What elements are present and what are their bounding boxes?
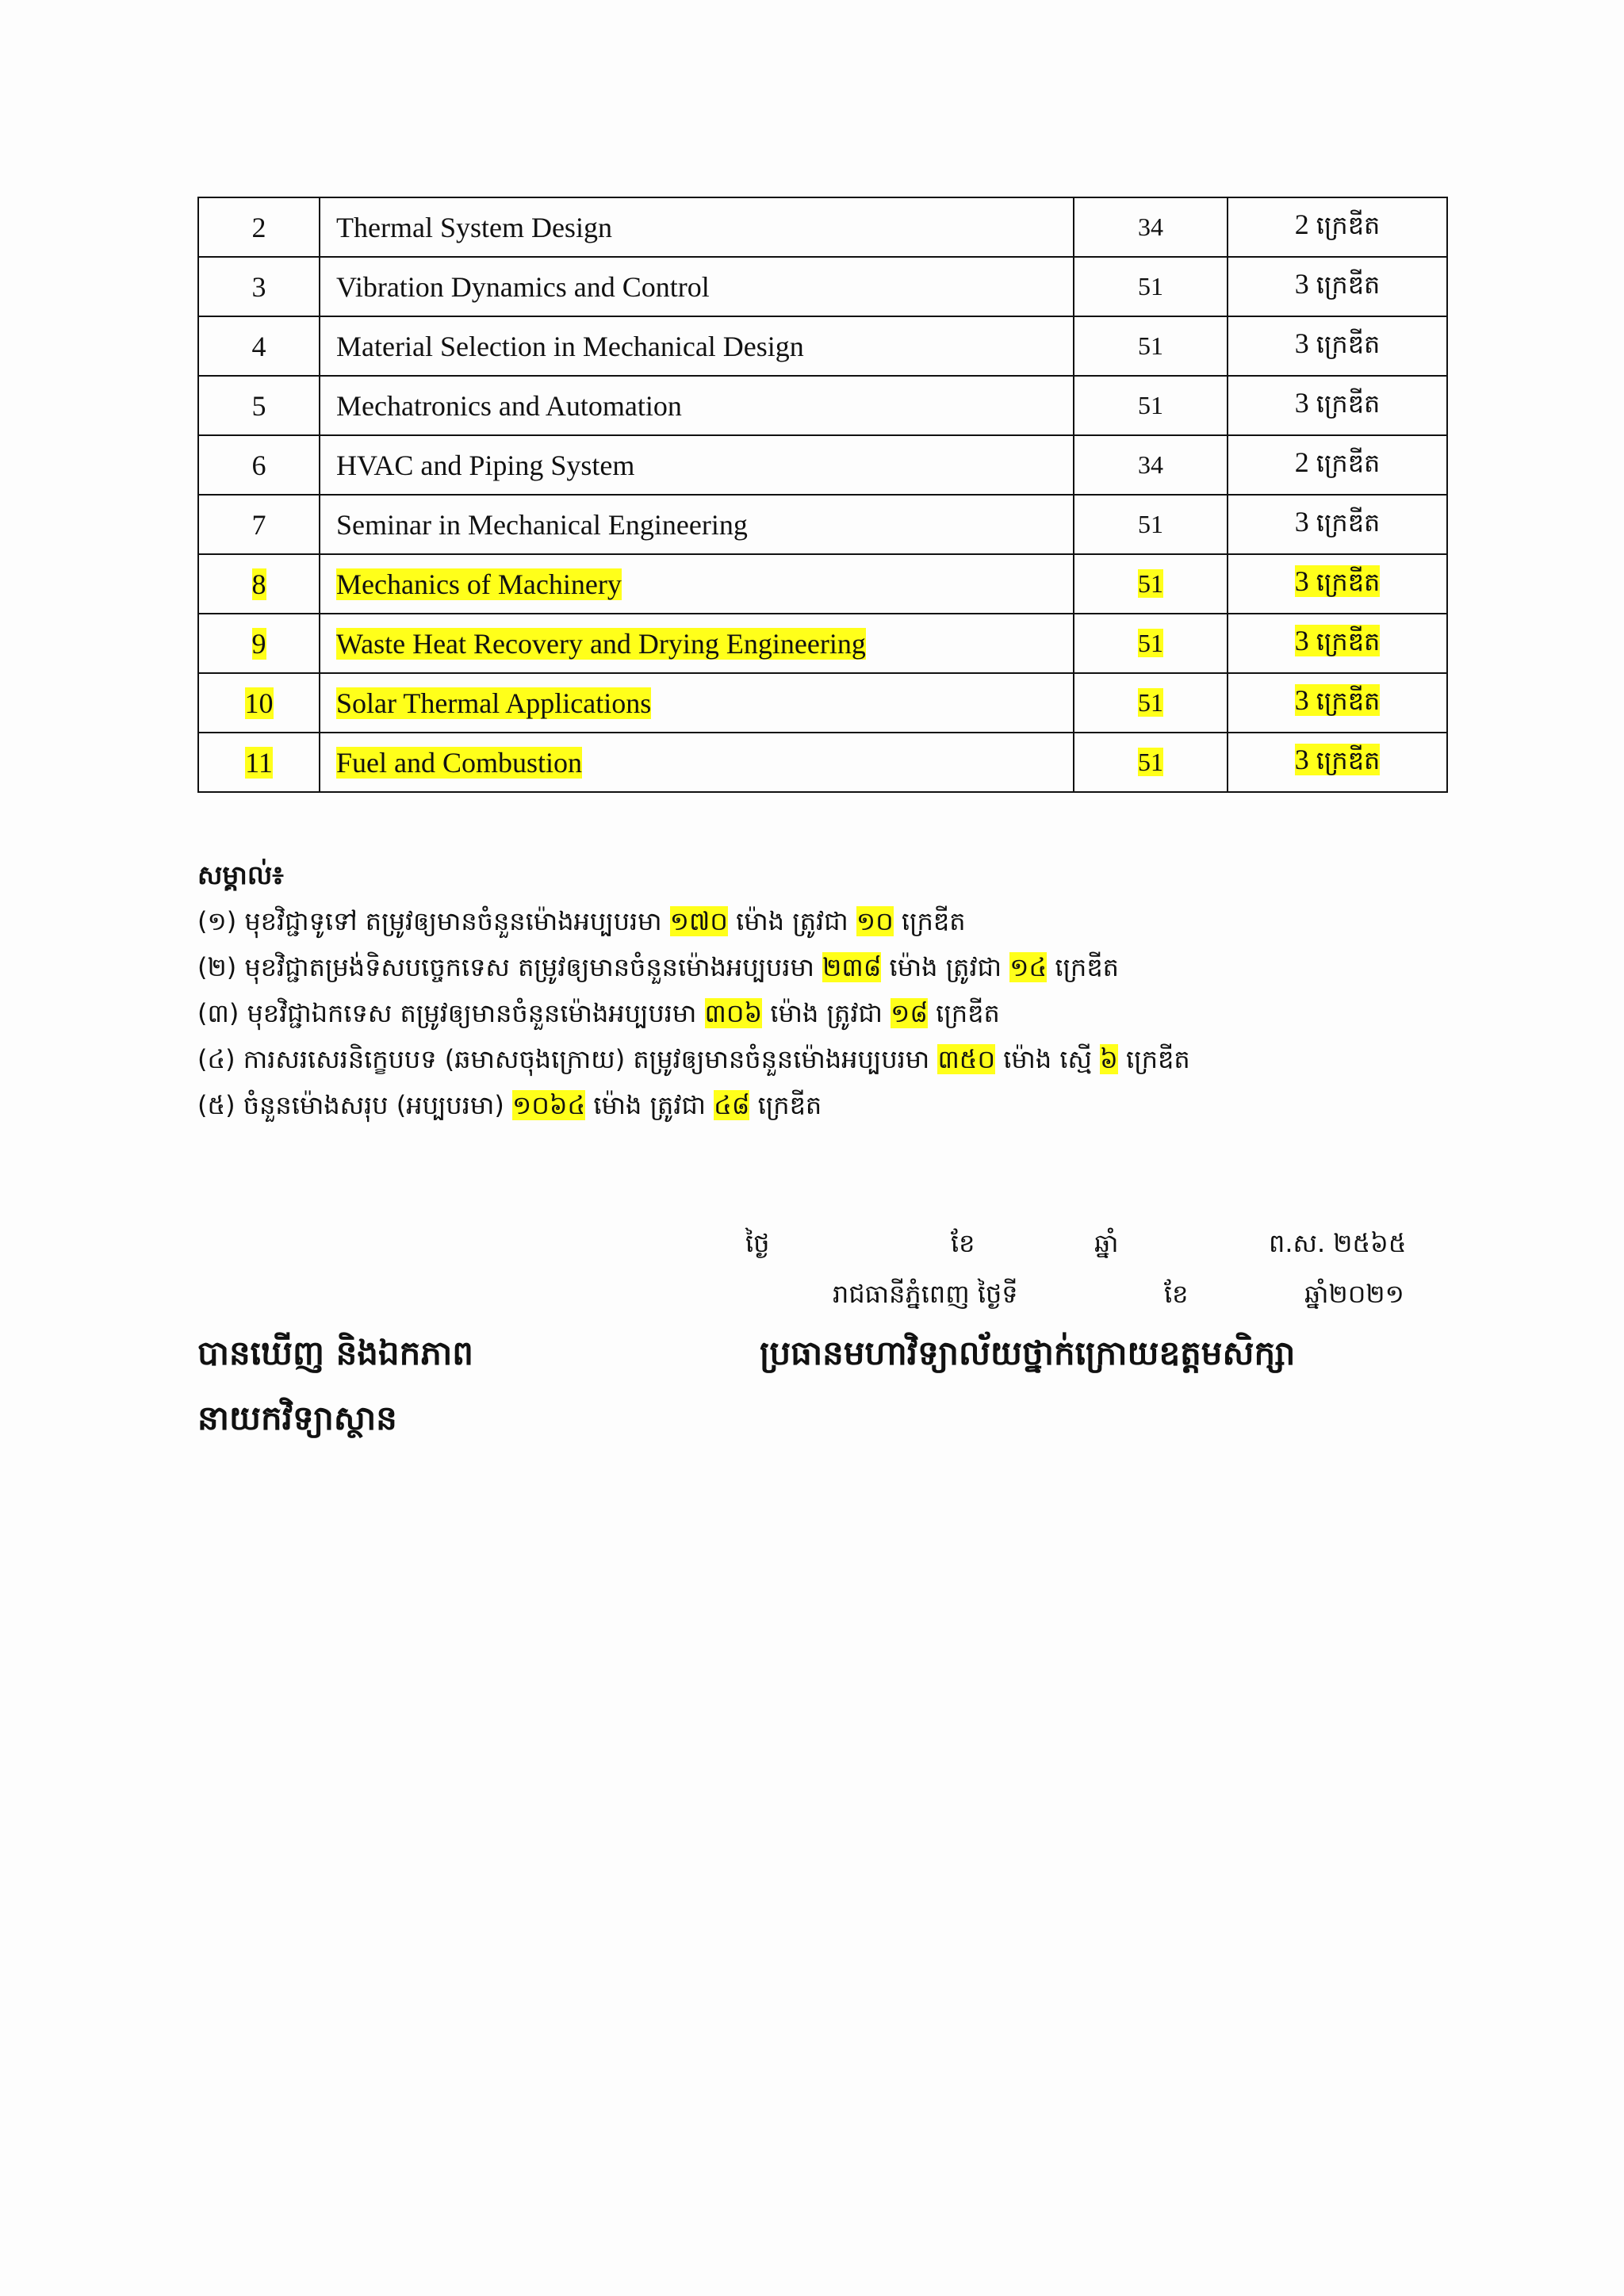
course-title-cell: [320, 495, 1074, 554]
row-number-cell-text: 8: [251, 568, 266, 600]
credits-value: 3: [1294, 744, 1309, 775]
credits-value: 3: [1294, 684, 1309, 716]
course-credits-cell: [1228, 614, 1447, 673]
table-row: [198, 435, 1447, 495]
note-hours: ៣៥០: [937, 1044, 996, 1074]
row-number-cell-text: 10: [244, 687, 274, 719]
credits-value: 3: [1294, 268, 1309, 300]
note-middle: ម៉ោង ត្រូវជា: [770, 998, 883, 1028]
course-title-cell: [320, 316, 1074, 376]
course-hours-cell: [1074, 435, 1228, 495]
credits-unit: ក្រេឌីត: [1316, 626, 1381, 656]
course-title-cell-text: Mechanics of Machinery: [336, 568, 622, 600]
credits-value: 3: [1294, 625, 1309, 656]
course-title-cell: [320, 673, 1074, 733]
course-hours-cell-text: 34: [1138, 212, 1163, 241]
course-hours-cell: [1074, 554, 1228, 614]
course-title-cell-text: Fuel and Combustion: [336, 746, 583, 779]
row-number-cell-text: 7: [251, 508, 266, 541]
course-title-cell: [320, 435, 1074, 495]
row-number-cell-text: 2: [251, 211, 266, 243]
credits-value: 3: [1294, 565, 1309, 597]
course-credits-cell: [1228, 733, 1447, 792]
credits-unit: ក្រេឌីត: [1316, 388, 1381, 419]
course-credits-text: [1295, 268, 1381, 300]
note-prefix: (៣) មុខវិជ្ជាឯកទេស តម្រូវឲ្យមានចំនួនម៉ោងអប្បបរមា: [197, 998, 697, 1028]
row-number-cell-text: 3: [251, 270, 266, 303]
course-hours-cell: [1074, 495, 1228, 554]
note-prefix: (៤) ការសរសេរនិក្ខេបបទ (ឆមាសចុងក្រោយ) តម្រូវឲ្យមានចំនួនម៉ោងអប្បបរមា: [197, 1044, 930, 1074]
row-number-cell: [198, 733, 320, 792]
note-suffix: ក្រេឌីត: [901, 906, 966, 936]
credits-value: 3: [1294, 506, 1309, 538]
date-month: ខែ: [1164, 1279, 1189, 1309]
course-hours-cell-text: 51: [1138, 569, 1163, 598]
row-number-cell-text: 11: [245, 746, 273, 779]
course-credits-cell: [1228, 673, 1447, 733]
course-credits-text: [1295, 744, 1381, 775]
course-title-cell: [320, 257, 1074, 316]
table-row: [198, 376, 1447, 435]
course-credits-cell: [1228, 257, 1447, 316]
row-number-cell: [198, 554, 320, 614]
note-middle: ម៉ោង ត្រូវជា: [593, 1090, 706, 1120]
row-number-cell: [198, 257, 320, 316]
course-hours-cell-text: 51: [1138, 748, 1163, 776]
course-title-cell-text: Waste Heat Recovery and Drying Engineering: [336, 627, 866, 660]
notes-section: [197, 852, 1466, 1128]
date-year: ឆ្នាំ២០២១: [1304, 1279, 1404, 1309]
note-credits: ៤៨: [714, 1090, 750, 1120]
course-hours-cell: [1074, 673, 1228, 733]
course-credits-text: [1295, 684, 1381, 716]
note-middle: ម៉ោង ត្រូវជា: [889, 952, 1002, 982]
course-title-cell: [320, 614, 1074, 673]
note-credits: ១៤: [1009, 952, 1048, 982]
credits-value: 2: [1294, 446, 1309, 478]
row-number-cell: [198, 376, 320, 435]
credits-unit: ក្រេឌីត: [1316, 448, 1381, 478]
course-credits-cell: [1228, 495, 1447, 554]
credits-value: 2: [1294, 209, 1309, 240]
course-credits-cell: [1228, 376, 1447, 435]
table-row: [198, 257, 1447, 316]
course-hours-cell-text: 51: [1138, 272, 1163, 300]
note-item: [197, 944, 1466, 990]
course-hours-cell-text: 51: [1138, 629, 1163, 657]
note-item: [197, 898, 1466, 944]
course-credits-cell: [1228, 554, 1447, 614]
course-title-cell-text: Solar Thermal Applications: [336, 687, 652, 719]
note-suffix: ក្រេឌីត: [1126, 1044, 1190, 1074]
date-place-day: រាជធានីភ្នំពេញ ថ្ងៃទី: [833, 1279, 1018, 1309]
course-title-cell-text: Material Selection in Mechanical Design: [336, 330, 804, 362]
course-credits-text: [1295, 209, 1381, 240]
course-title-cell-text: Vibration Dynamics and Control: [336, 270, 710, 303]
course-credits-text: [1295, 625, 1381, 656]
note-suffix: ក្រេឌីត: [757, 1090, 822, 1120]
table-row: [198, 733, 1447, 792]
row-number-cell: [198, 435, 320, 495]
row-number-cell: [198, 614, 320, 673]
course-title-cell-text: Thermal System Design: [336, 211, 612, 243]
note-credits: ១០: [856, 906, 894, 936]
course-hours-cell: [1074, 197, 1228, 257]
note-hours: ២៣៨: [822, 952, 882, 982]
course-hours-cell-text: 51: [1138, 688, 1163, 717]
course-title-cell: [320, 197, 1074, 257]
row-number-cell-text: 4: [251, 330, 266, 362]
row-number-cell: [198, 673, 320, 733]
row-number-cell: [198, 316, 320, 376]
course-credits-text: [1295, 506, 1381, 538]
course-table-body: [198, 197, 1447, 792]
row-number-cell: [198, 495, 320, 554]
credits-unit: ក្រេឌីត: [1316, 329, 1381, 359]
table-row: [198, 614, 1447, 673]
course-credits-text: [1295, 565, 1381, 597]
credits-unit: ក្រេឌីត: [1316, 210, 1381, 240]
course-hours-cell: [1074, 614, 1228, 673]
course-title-cell-text: Mechatronics and Automation: [336, 389, 682, 422]
credits-unit: ក្រេឌីត: [1316, 567, 1381, 597]
course-title-cell-text: Seminar in Mechanical Engineering: [336, 508, 748, 541]
note-prefix: (២) មុខវិជ្ជាតម្រង់ទិសបច្ចេកទេស តម្រូវឲ្យមានចំនួនម៉ោងអប្បបរមា: [197, 952, 814, 982]
credits-value: 3: [1294, 387, 1309, 419]
course-hours-cell-text: 51: [1138, 510, 1163, 538]
course-credits-text: [1295, 327, 1381, 359]
table-row: [198, 673, 1447, 733]
credits-value: 3: [1294, 327, 1309, 359]
course-title-cell-text: HVAC and Piping System: [336, 449, 635, 481]
credits-unit: ក្រេឌីត: [1316, 745, 1381, 775]
note-hours: ៣០៦: [704, 998, 763, 1028]
course-title-cell: [320, 733, 1074, 792]
course-hours-cell: [1074, 733, 1228, 792]
note-suffix: ក្រេឌីត: [1055, 952, 1119, 982]
date-buddhist-era: ព.ស. ២៥៦៥: [1269, 1228, 1407, 1258]
course-hours-cell: [1074, 376, 1228, 435]
credits-unit: ក្រេឌីត: [1316, 686, 1381, 716]
course-hours-cell: [1074, 257, 1228, 316]
note-item: [197, 990, 1466, 1036]
table-row: [198, 316, 1447, 376]
credits-unit: ក្រេឌីត: [1316, 270, 1381, 300]
course-title-cell: [320, 376, 1074, 435]
row-number-cell: [198, 197, 320, 257]
table-row: [198, 554, 1447, 614]
note-credits: ៦: [1100, 1044, 1118, 1074]
table-row: [198, 197, 1447, 257]
date-lunar-year: ឆ្នាំ: [1094, 1228, 1119, 1258]
credits-unit: ក្រេឌីត: [1316, 507, 1381, 538]
note-credits: ១៨: [891, 998, 928, 1028]
note-prefix: (៥) ចំនួនម៉ោងសរុប (អប្បបរមា): [197, 1090, 504, 1120]
course-credits-cell: [1228, 435, 1447, 495]
row-number-cell-text: 9: [251, 627, 266, 660]
note-middle: ម៉ោង ស្មើ: [1003, 1044, 1092, 1074]
table-row: [198, 495, 1447, 554]
signature-approval-label: បានឃើញ និងឯកភាព: [197, 1334, 473, 1372]
notes-title: សម្គាល់៖: [197, 859, 284, 890]
course-table: [197, 197, 1448, 793]
row-number-cell-text: 6: [251, 449, 266, 481]
course-hours-cell: [1074, 316, 1228, 376]
note-item: [197, 1082, 1466, 1128]
course-hours-cell-text: 51: [1138, 331, 1163, 360]
signature-director-label: នាយកវិទ្យាស្ថាន: [197, 1399, 397, 1437]
course-credits-cell: [1228, 316, 1447, 376]
course-credits-cell: [1228, 197, 1447, 257]
row-number-cell-text: 5: [251, 389, 266, 422]
course-title-cell: [320, 554, 1074, 614]
date-lunar-month: ខែ: [951, 1228, 975, 1258]
note-hours: ១០៦៤: [512, 1090, 586, 1120]
note-middle: ម៉ោង ត្រូវជា: [736, 906, 848, 936]
note-item: [197, 1036, 1466, 1082]
note-prefix: (១) មុខវិជ្ជាទូទៅ តម្រូវឲ្យមានចំនួនម៉ោងអប្បបរមា: [197, 906, 662, 936]
course-credits-text: [1295, 387, 1381, 419]
notes-list: [197, 898, 1466, 1128]
course-credits-text: [1295, 446, 1381, 478]
signature-dean-label: ប្រធានមហាវិទ្យាល័យថ្នាក់ក្រោយឧត្តមសិក្សា: [760, 1334, 1296, 1372]
note-suffix: ក្រេឌីត: [936, 998, 1000, 1028]
date-lunar-day: ថ្ងៃ: [745, 1228, 770, 1258]
course-hours-cell-text: 51: [1138, 391, 1163, 419]
course-hours-cell-text: 34: [1138, 450, 1163, 479]
note-hours: ១៧០: [669, 906, 728, 936]
